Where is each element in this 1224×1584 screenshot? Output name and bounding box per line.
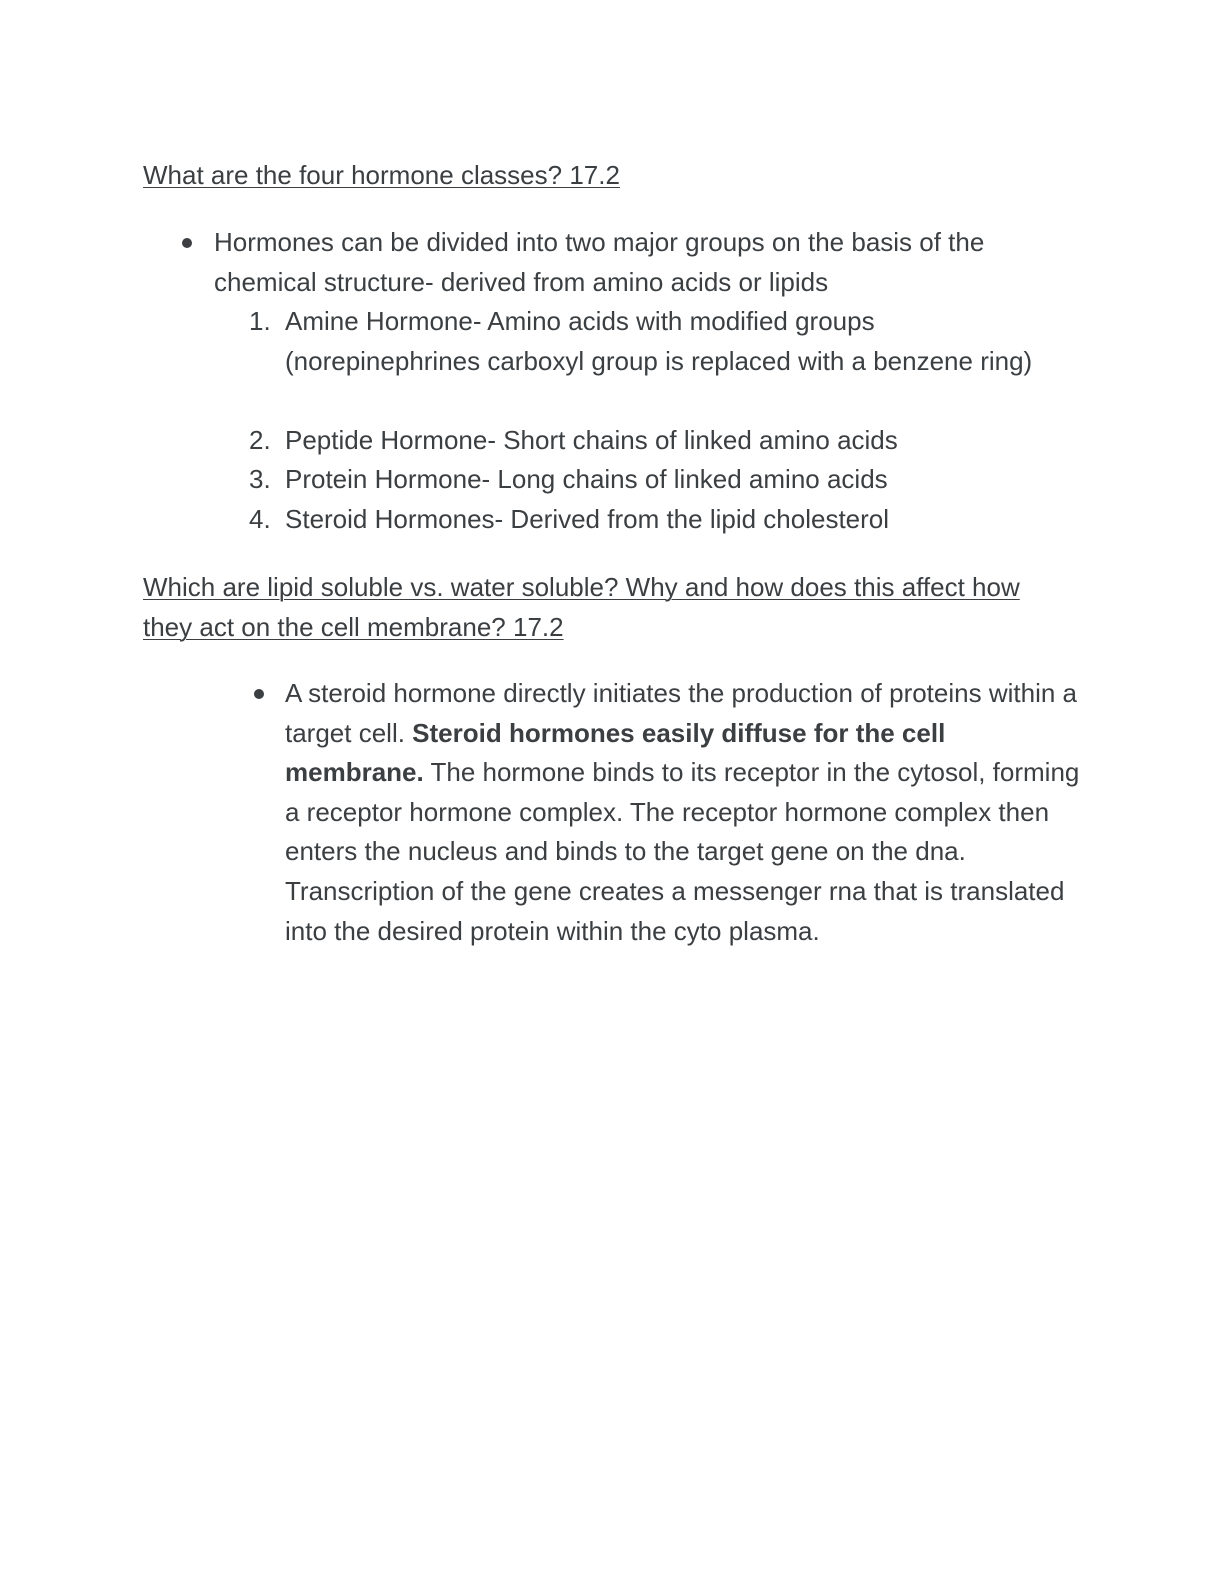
bold-emphasis-text: Steroid hormones easily diffuse for the cell membrane. [285, 717, 946, 788]
list-number: 3. [249, 464, 271, 494]
bullet-text [285, 674, 1085, 951]
section-heading-solubility: Which are lipid soluble vs. water soluble? Why and how does this affect how they act on the cell membrane? 17.2 [143, 572, 1020, 642]
list-item-text: Steroid Hormones- Derived from the lipid cholesterol [285, 504, 890, 534]
bullet-text-part: A steroid hormone directly initiates the production of proteins within a target cell. [285, 678, 1077, 748]
list-number: 1. [249, 306, 271, 336]
bullet-dot-icon [254, 689, 264, 699]
list-number: 2. [249, 425, 271, 455]
section-heading-hormone-classes: What are the four hormone classes? 17.2 [143, 160, 620, 190]
list-item-text: Peptide Hormone- Short chains of linked amino acids [285, 425, 898, 455]
bullet-dot-icon [182, 238, 192, 248]
list-number: 4. [249, 504, 271, 534]
list-item-text: Protein Hormone- Long chains of linked amino acids [285, 464, 888, 494]
bullet-text: Hormones can be divided into two major groups on the basis of the chemical structure- derived from amino acids or lipids [214, 227, 985, 297]
list-item-text: Amine Hormone- Amino acids with modified groups (norepinephrines carboxyl group is replaced with a benzene ring) [285, 306, 1033, 376]
bullet-text-part: The hormone binds to its receptor in the cytosol, forming a receptor hormone complex. The receptor hormone complex then enters the nucleus and binds to the target gene on the dna. Transcription of the gene creates a messenger rna that is translated into the desired protein within the cyto plasma. [285, 757, 1080, 946]
